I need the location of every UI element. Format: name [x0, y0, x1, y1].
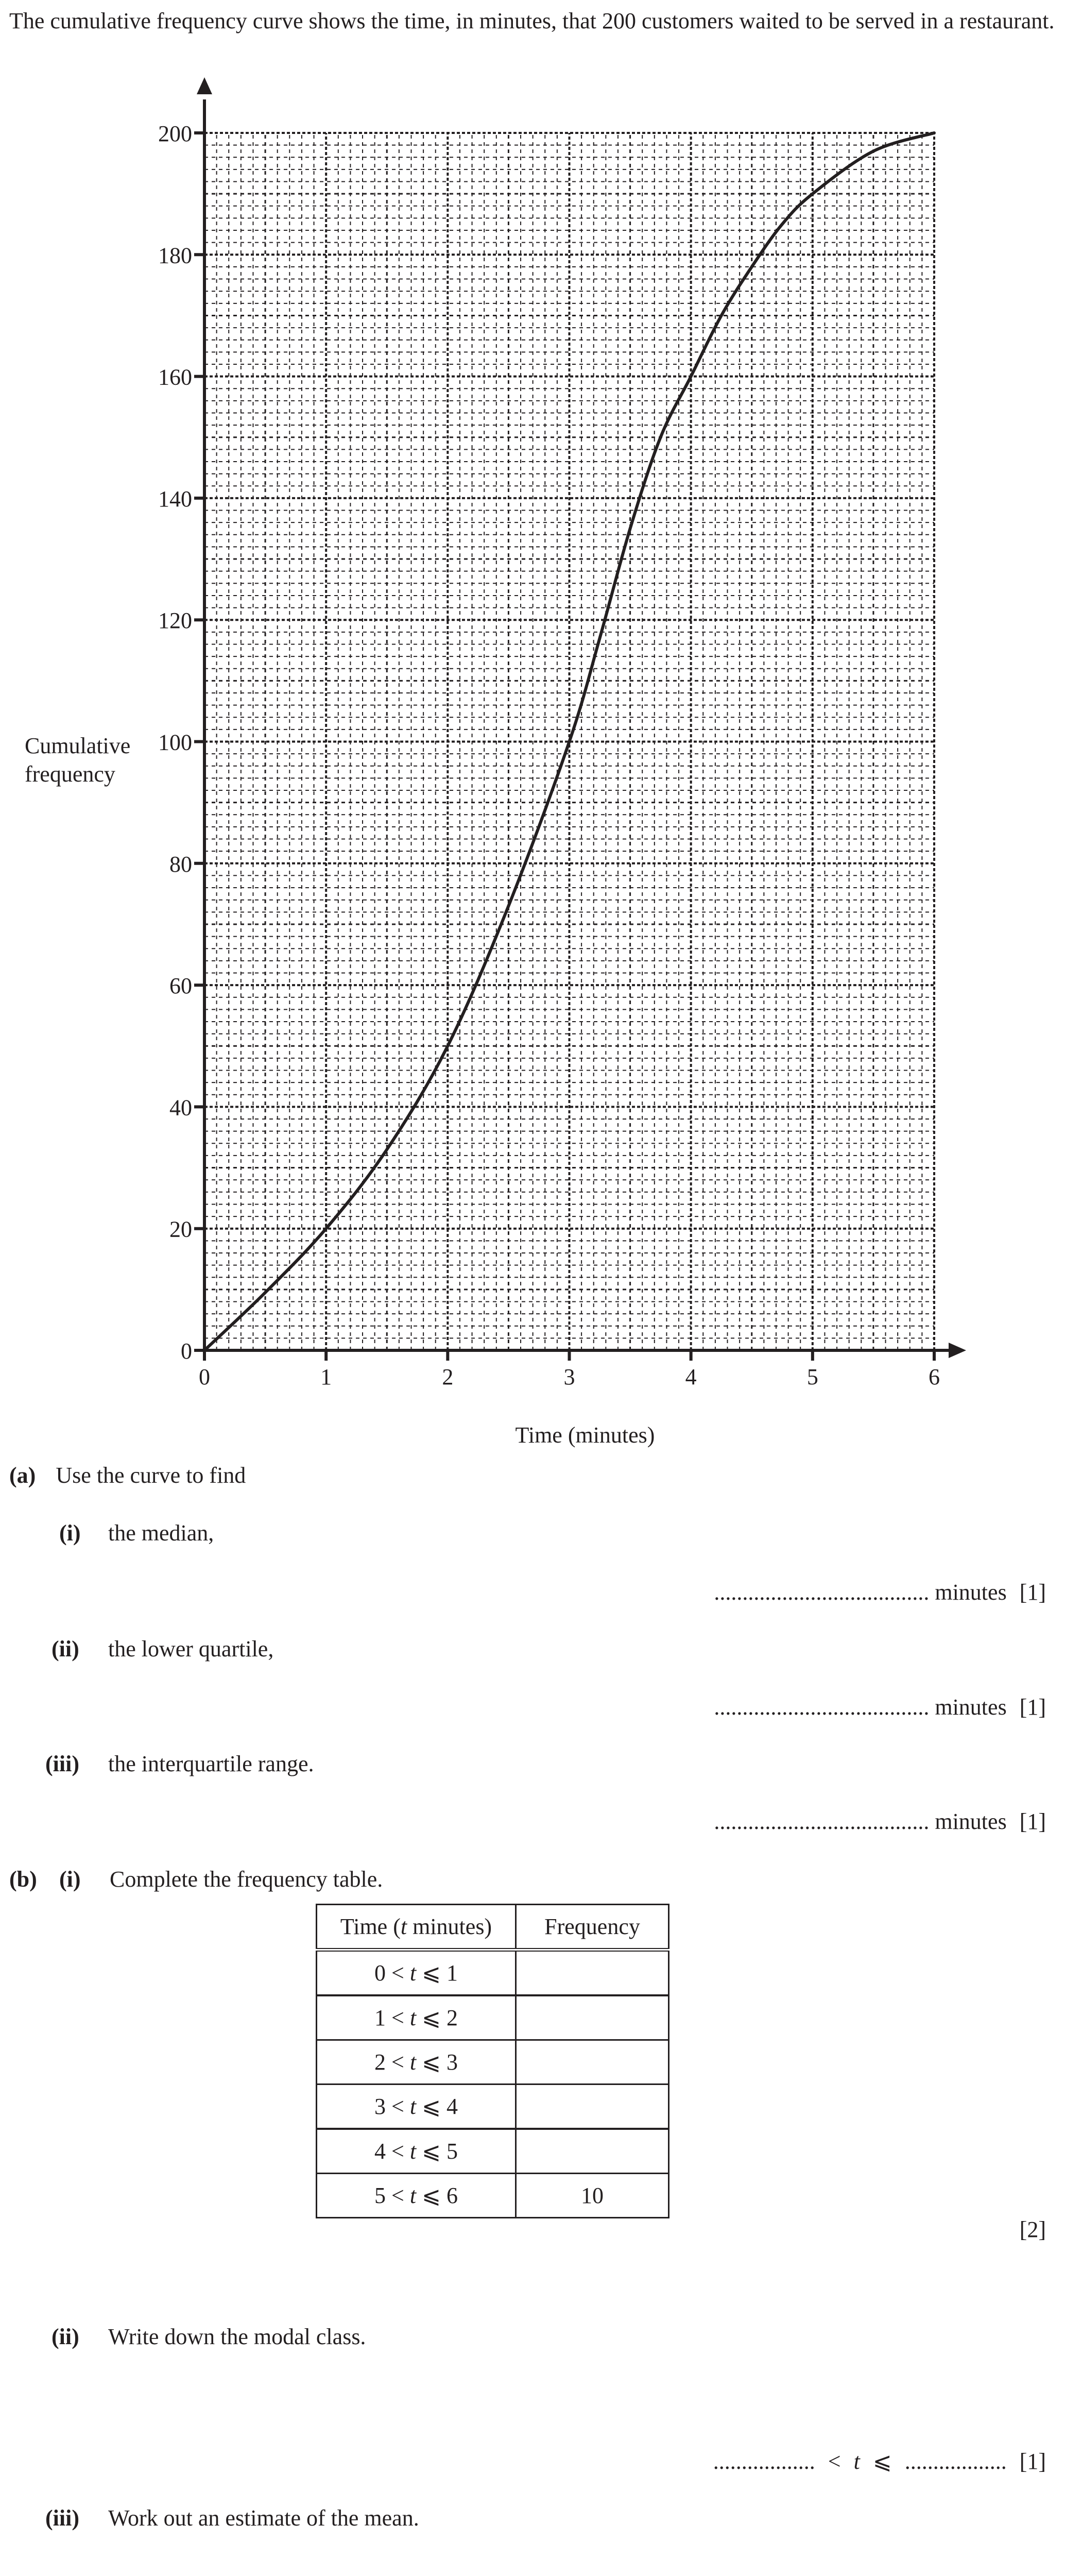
y-tick-label: 180 — [158, 243, 192, 268]
unit-label: minutes — [935, 1694, 1007, 1720]
part-a-ii-label: (ii) — [51, 1636, 79, 1662]
answer-median[interactable] — [714, 1579, 1046, 1605]
intro-text: The cumulative frequency curve shows the time, in minutes, that 200 customers waited to be served in a restaurant. — [9, 8, 1055, 33]
unit-label: minutes — [935, 1580, 1007, 1605]
table-marks — [1020, 2216, 1046, 2243]
marks: [1] — [1019, 1694, 1046, 1720]
x-tick-label: 0 — [199, 1364, 210, 1389]
frequency-table — [316, 1904, 669, 2218]
x-tick-label: 6 — [929, 1364, 940, 1389]
y-tick-label: 160 — [158, 364, 192, 390]
part-b-ii-label: (ii) — [51, 2324, 79, 2349]
part-b-ii-row — [51, 2324, 366, 2350]
class-interval: 1 < t ⩽ 2 — [317, 1995, 516, 2040]
frequency-cell: 10 — [516, 2174, 669, 2218]
part-a-iii-text: the interquartile range. — [108, 1751, 314, 1776]
y-tick-label: 100 — [158, 730, 192, 755]
part-b-i-row — [9, 1866, 383, 1893]
table-row — [317, 2084, 669, 2129]
marks: [2] — [1019, 2217, 1046, 2242]
part-a-iii-label: (iii) — [45, 1751, 79, 1776]
x-axis-label: Time (minutes) — [515, 1422, 655, 1448]
y-tick-label: 120 — [158, 608, 192, 634]
table-row — [317, 1950, 669, 1996]
class-interval: 5 < t ⩽ 6 — [317, 2174, 516, 2218]
header-time: Time (t minutes) — [317, 1905, 516, 1950]
y-tick-label: 40 — [169, 1095, 192, 1121]
frequency-cell[interactable] — [516, 1950, 669, 1996]
marks: [1] — [1019, 1580, 1046, 1605]
part-b-iii-label: (iii) — [45, 2505, 79, 2531]
y-axis-label-line2: frequency — [25, 761, 115, 787]
answer-dots: ...................................... — [714, 1694, 930, 1720]
marks: [1] — [1019, 2449, 1046, 2474]
part-a-i-row — [59, 1520, 214, 1547]
marks: [1] — [1019, 1809, 1046, 1834]
part-a-label: (a) — [9, 1463, 36, 1488]
answer-modal-class[interactable] — [713, 2448, 1046, 2475]
y-tick-label: 200 — [158, 121, 192, 146]
table-header-row — [317, 1905, 669, 1950]
y-axis-arrow-icon — [197, 77, 212, 94]
y-tick-label: 20 — [169, 1216, 192, 1242]
y-tick-label: 140 — [158, 486, 192, 512]
table-row — [317, 2040, 669, 2084]
part-b-i-label: (i) — [59, 1867, 81, 1892]
x-tick-label: 2 — [442, 1364, 454, 1389]
variable-t: t — [853, 2449, 860, 2474]
class-interval: 3 < t ⩽ 4 — [317, 2084, 516, 2129]
answer-dots-lower[interactable]: .................. — [713, 2449, 815, 2474]
part-b-i-text: Complete the frequency table. — [110, 1867, 383, 1892]
part-a-ii-row — [51, 1636, 274, 1663]
part-a-i-text: the median, — [108, 1520, 214, 1546]
x-tick-label: 4 — [685, 1364, 697, 1389]
answer-iqr[interactable] — [714, 1808, 1046, 1835]
frequency-cell[interactable] — [516, 2040, 669, 2084]
y-axis-label-line1: Cumulative — [25, 733, 131, 758]
answer-lower-quartile[interactable] — [714, 1694, 1046, 1720]
x-tick-label: 5 — [806, 1364, 818, 1389]
part-b-iii-text: Work out an estimate of the mean. — [108, 2505, 419, 2531]
unit-label: minutes — [935, 1809, 1007, 1834]
table-row — [317, 2129, 669, 2174]
part-b-iii-row — [45, 2505, 419, 2532]
part-a-row — [9, 1462, 246, 1489]
frequency-cell[interactable] — [516, 1995, 669, 2040]
part-a-i-label: (i) — [59, 1520, 81, 1546]
x-tick-label: 1 — [320, 1364, 332, 1389]
header-frequency: Frequency — [516, 1905, 669, 1950]
table-row — [317, 1995, 669, 2040]
frequency-cell[interactable] — [516, 2084, 669, 2129]
less-equal-symbol: ⩽ — [872, 2449, 892, 2474]
x-tick-label: 3 — [563, 1364, 575, 1389]
class-interval: 0 < t ⩽ 1 — [317, 1950, 516, 1996]
table-row — [317, 2174, 669, 2218]
less-than-symbol: < — [828, 2449, 841, 2474]
y-tick-label: 0 — [181, 1338, 192, 1364]
tick-labels — [158, 121, 940, 1389]
y-tick-label: 80 — [169, 851, 192, 877]
frequency-cell[interactable] — [516, 2129, 669, 2174]
part-b-ii-text: Write down the modal class. — [108, 2324, 366, 2349]
part-a-iii-row — [45, 1751, 314, 1777]
answer-dots: ...................................... — [714, 1809, 930, 1834]
answer-dots: ...................................... — [714, 1580, 930, 1605]
y-tick-label: 60 — [169, 973, 192, 999]
part-a-ii-text: the lower quartile, — [108, 1636, 274, 1662]
part-a-text: Use the curve to find — [56, 1463, 246, 1488]
part-b-label: (b) — [9, 1867, 37, 1892]
answer-dots-upper[interactable]: .................. — [904, 2449, 1007, 2474]
cumulative-frequency-chart — [0, 77, 1082, 1458]
x-axis-arrow-icon — [949, 1343, 966, 1358]
class-interval: 4 < t ⩽ 5 — [317, 2129, 516, 2174]
class-interval: 2 < t ⩽ 3 — [317, 2040, 516, 2084]
